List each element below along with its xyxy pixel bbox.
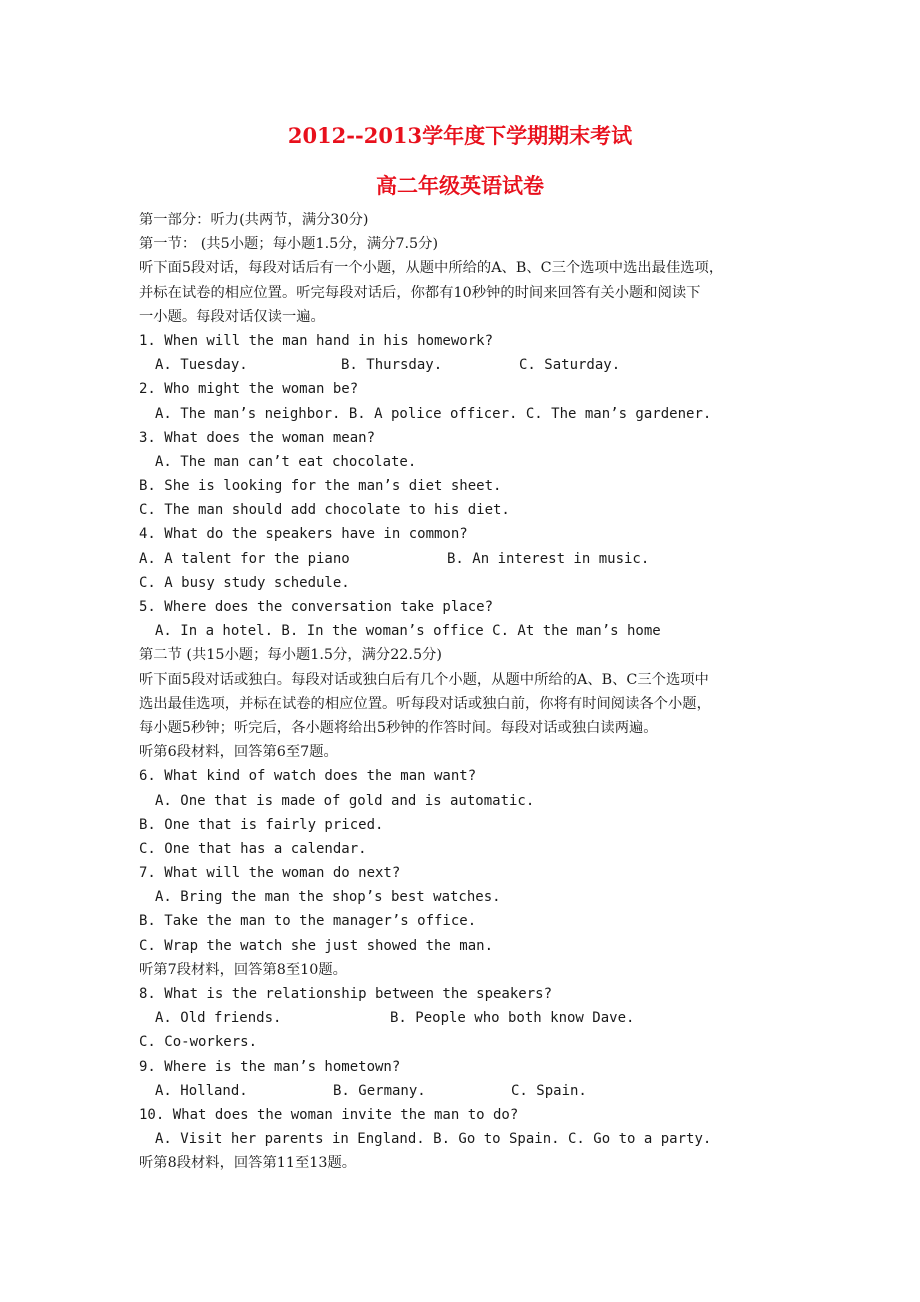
question-4-options (139, 547, 789, 571)
option: B. Thursday. (341, 357, 443, 374)
exam-title: 2012--2013学年度下学期期末考试 (287, 123, 633, 148)
option: A. The man can’t eat chocolate. (155, 453, 417, 470)
instructions-line: 选出最佳选项，并标在试卷的相应位置。听每段对话或独白前，你将有时间阅读各个小题， (139, 695, 711, 712)
section-heading: 第二节 (共15小题；每小题1.5分，满分22.5分) (139, 647, 442, 664)
option: B. An interest in music. (447, 550, 650, 567)
question-10: 10. What does the woman invite the man to do? (139, 1106, 519, 1123)
question-9: 9. Where is the man’s hometown? (139, 1058, 401, 1075)
option: C. Co-workers. (139, 1034, 258, 1051)
material-note: 听第8段材料，回答第11至13题。 (139, 1155, 357, 1172)
exam-subtitle: 高二年级英语试卷 (376, 173, 544, 198)
option: A. One that is made of gold and is automatic. (155, 792, 535, 809)
option: C. Wrap the watch she just showed the man. (139, 937, 494, 954)
option: C. A busy study schedule. (139, 574, 350, 591)
option: B. She is looking for the man’s diet sheet. (139, 478, 502, 495)
option: C. One that has a calendar. (139, 840, 367, 857)
material-note: 听第6段材料，回答第6至7题。 (139, 744, 338, 761)
option: B. Take the man to the manager’s office. (139, 913, 477, 930)
instructions-line: 听下面5段对话或独白。每段对话或独白后有几个小题，从题中所给的A、B、C三个选项中 (139, 671, 709, 688)
question-2: 2. Who might the woman be? (139, 381, 359, 398)
instructions-line: 听下面5段对话，每段对话后有一个小题，从题中所给的A、B、C三个选项中选出最佳选项， (139, 260, 724, 277)
material-note: 听第7段材料，回答第8至10题。 (139, 961, 347, 978)
option: A. Tuesday. (155, 357, 248, 374)
option: A. Bring the man the shop’s best watches. (155, 889, 501, 906)
question-2-options: A. The man’s neighbor. B. A police officer. C. The man’s gardener. (155, 405, 712, 422)
option: B. Germany. (333, 1082, 426, 1099)
question-9-options (139, 1079, 789, 1103)
instructions-line: 每小题5秒钟；听完后，各小题将给出5秒钟的作答时间。每段对话或独白读两遍。 (139, 719, 658, 736)
option: C. Spain. (511, 1082, 587, 1099)
option: A. A talent for the piano (139, 550, 350, 567)
option: B. One that is fairly priced. (139, 816, 384, 833)
question-1-options (139, 353, 789, 377)
question-7: 7. What will the woman do next? (139, 865, 401, 882)
instructions-line: 并标在试卷的相应位置。听完每段对话后，你都有10秒钟的时间来回答有关小题和阅读下 (139, 284, 701, 301)
part-heading: 第一部分：听力(共两节，满分30分) (139, 212, 369, 228)
section-heading: 第一节： (共5小题；每小题1.5分，满分7.5分) (139, 236, 439, 253)
question-4: 4. What do the speakers have in common? (139, 526, 468, 543)
question-10-options: A. Visit her parents in England. B. Go to Spain. C. Go to a party. (155, 1131, 712, 1148)
instructions-line: 一小题。每段对话仅读一遍。 (139, 308, 325, 325)
question-8-options (139, 1006, 789, 1030)
option: C. Saturday. (519, 357, 621, 374)
option: A. Old friends. (155, 1010, 282, 1027)
question-5: 5. Where does the conversation take place? (139, 599, 494, 615)
option: A. Holland. (155, 1082, 248, 1099)
question-3: 3. What does the woman mean? (139, 429, 376, 446)
exam-body (139, 208, 789, 1176)
question-5-options: A. In a hotel. B. In the woman’s office C. At the man’s home (155, 623, 661, 640)
option: B. People who both know Dave. (390, 1010, 635, 1027)
question-6: 6. What kind of watch does the man want? (139, 768, 477, 785)
option: C. The man should add chocolate to his diet. (139, 502, 510, 519)
question-1: 1. When will the man hand in his homework? (139, 332, 494, 349)
question-8: 8. What is the relationship between the speakers? (139, 986, 553, 1002)
